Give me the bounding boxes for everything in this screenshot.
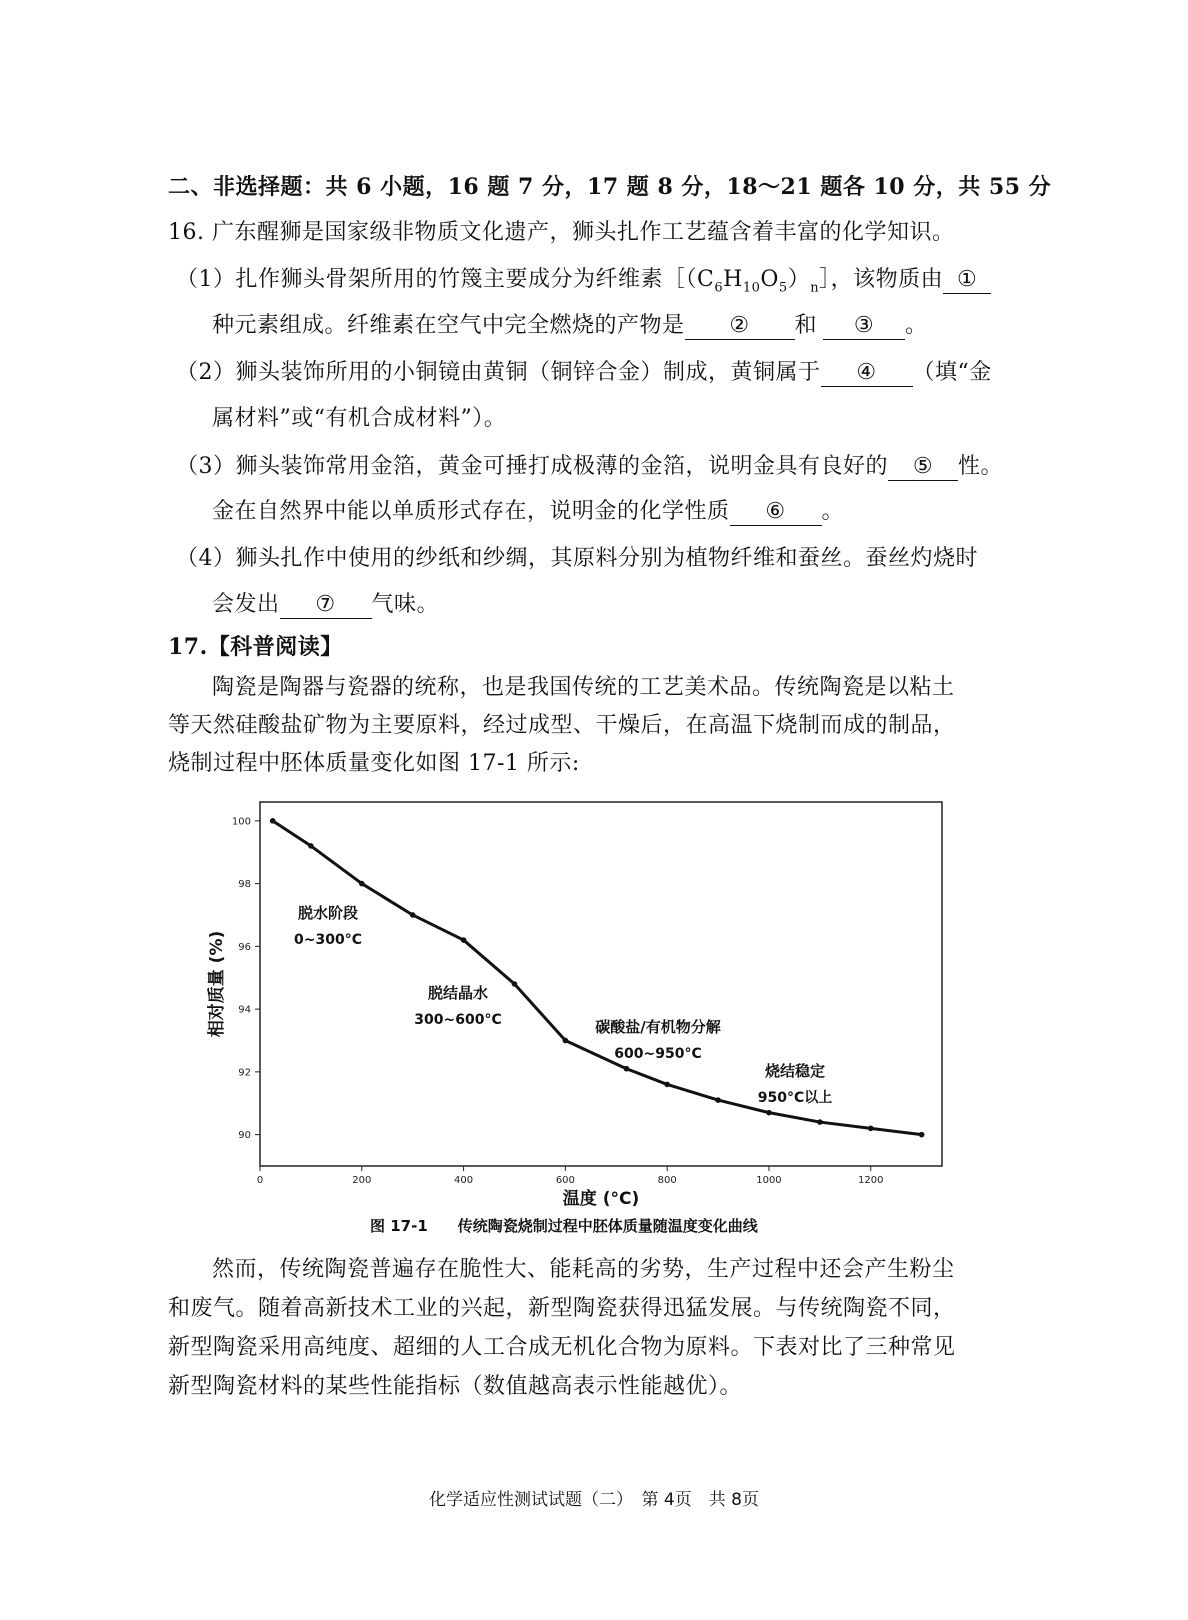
q17-para2-line4: 新型陶瓷材料的某些性能指标（数值越高表示性能越优）。 <box>168 1374 743 1399</box>
q16-part3-line1: （3）狮头装饰常用金箔，黄金可捶打成极薄的金箔，说明金具有良好的 ⑤ 性。 <box>176 454 1004 479</box>
data-point <box>410 912 416 918</box>
x-axis-label: 温度 (°C) <box>562 1189 640 1209</box>
y-tick-label: 92 <box>238 1067 251 1079</box>
q16-stem: 16. 广东醒狮是国家级非物质文化遗产，狮头扎作工艺蕴含着丰富的化学知识。 <box>168 220 955 245</box>
stage-annotation-range: 0~300°C <box>294 932 362 948</box>
q17-para2-line2: 和废气。随着高新技术工业的兴起，新型陶瓷获得迅猛发展。与传统陶瓷不同， <box>168 1296 956 1321</box>
chart-svg <box>200 800 980 1230</box>
y-tick-label: 98 <box>238 879 251 891</box>
x-tick-label: 800 <box>657 1175 677 1186</box>
figure-caption: 图 17-1 传统陶瓷烧制过程中胚体质量随温度变化曲线 <box>370 1217 758 1235</box>
q16-part4-line2: 会发出 ⑦ 气味。 <box>212 592 440 617</box>
data-point <box>624 1066 630 1072</box>
q16-part2-line1: （2）狮头装饰所用的小铜镜由黄铜（铜锌合金）制成，黄铜属于 ④ （填“金 <box>176 360 992 385</box>
data-point <box>715 1097 721 1103</box>
q16-part2-line2: 属材料”或“有机合成材料”）。 <box>212 406 507 431</box>
plot-frame <box>260 802 942 1166</box>
data-point <box>868 1126 874 1132</box>
q17-para1-line3: 烧制过程中胚体质量变化如图 17-1 所示: <box>168 751 580 776</box>
stage-annotation-range: 950°C以上 <box>757 1090 833 1106</box>
x-tick-label: 1200 <box>858 1175 884 1186</box>
stage-annotation-range: 300~600°C <box>414 1012 502 1028</box>
q17-para2-line1: 然而，传统陶瓷普遍存在脆性大、能耗高的劣势，生产过程中还会产生粉尘 <box>212 1257 955 1282</box>
answer-blank-1[interactable]: ① <box>943 267 991 294</box>
answer-blank-4[interactable]: ④ <box>821 360 913 387</box>
stage-annotation-range: 600~950°C <box>614 1046 702 1062</box>
answer-blank-2[interactable]: ② <box>685 313 795 340</box>
y-tick-label: 90 <box>238 1130 251 1142</box>
q17-title: 17.【科普阅读】 <box>168 634 343 660</box>
page-footer: 化学适应性测试试题（二） 第 4页 共 8页 <box>429 1490 759 1510</box>
q16-part1-line2: 种元素组成。纤维素在空气中完全燃烧的产物是 ② 和 ③ 。 <box>212 313 928 338</box>
x-tick-label: 0 <box>256 1175 264 1186</box>
y-tick-label: 96 <box>238 941 251 953</box>
data-point <box>461 937 467 943</box>
data-point <box>766 1110 772 1116</box>
answer-blank-3[interactable]: ③ <box>823 313 905 340</box>
q17-para1-line2: 等天然硅酸盐矿物为主要原料，经过成型、干燥后，在高温下烧制而成的制品， <box>168 713 956 738</box>
stage-annotation-title: 碳酸盐/有机物分解 <box>595 1018 721 1036</box>
stage-annotation-title: 脱结晶水 <box>427 984 489 1002</box>
data-point <box>563 1038 569 1044</box>
data-point <box>817 1119 823 1125</box>
data-point <box>359 881 365 887</box>
q17-para1-line1: 陶瓷是陶器与瓷器的统称，也是我国传统的工艺美术品。传统陶瓷是以粘土 <box>212 675 955 700</box>
y-tick-label: 100 <box>231 816 251 828</box>
q16-part1-line1: （1）扎作狮头骨架所用的竹篾主要成分为纤维素$[(C_6H_{10}O_5)_n]$，该物质由 ① <box>176 265 991 295</box>
y-tick-label: 94 <box>238 1004 251 1016</box>
x-tick-label: 1000 <box>756 1175 782 1186</box>
mass-curve-line <box>273 821 922 1135</box>
answer-blank-6[interactable]: ⑥ <box>730 499 822 526</box>
mass-temperature-chart <box>200 800 980 1230</box>
q16-part4-line1: （4）狮头扎作中使用的纱纸和纱绸，其原料分别为植物纤维和蚕丝。蚕丝灼烧时 <box>176 546 978 571</box>
stage-annotation-title: 烧结稳定 <box>764 1062 826 1080</box>
stage-annotation-title: 脱水阶段 <box>297 904 359 922</box>
x-tick-label: 600 <box>555 1175 575 1186</box>
q16-part3-line2: 金在自然界中能以单质形式存在，说明金的化学性质 ⑥ 。 <box>212 499 845 524</box>
q17-para2-line3: 新型陶瓷采用高纯度、超细的人工合成无机化合物为原料。下表对比了三种常见 <box>168 1335 956 1360</box>
y-axis-label: 相对质量 (%) <box>207 930 227 1038</box>
answer-blank-7[interactable]: ⑦ <box>280 592 372 619</box>
x-tick-label: 400 <box>454 1175 474 1186</box>
data-point <box>664 1082 670 1088</box>
data-point <box>512 981 518 987</box>
answer-blank-5[interactable]: ⑤ <box>888 454 958 481</box>
data-point <box>308 843 314 849</box>
data-point <box>919 1132 925 1138</box>
section-heading: 二、非选择题：共 6 小题，16 题 7 分，17 题 8 分，18～21 题各 10 分，共 55 分 <box>168 174 1052 200</box>
data-point <box>270 818 276 824</box>
x-tick-label: 200 <box>352 1175 372 1186</box>
